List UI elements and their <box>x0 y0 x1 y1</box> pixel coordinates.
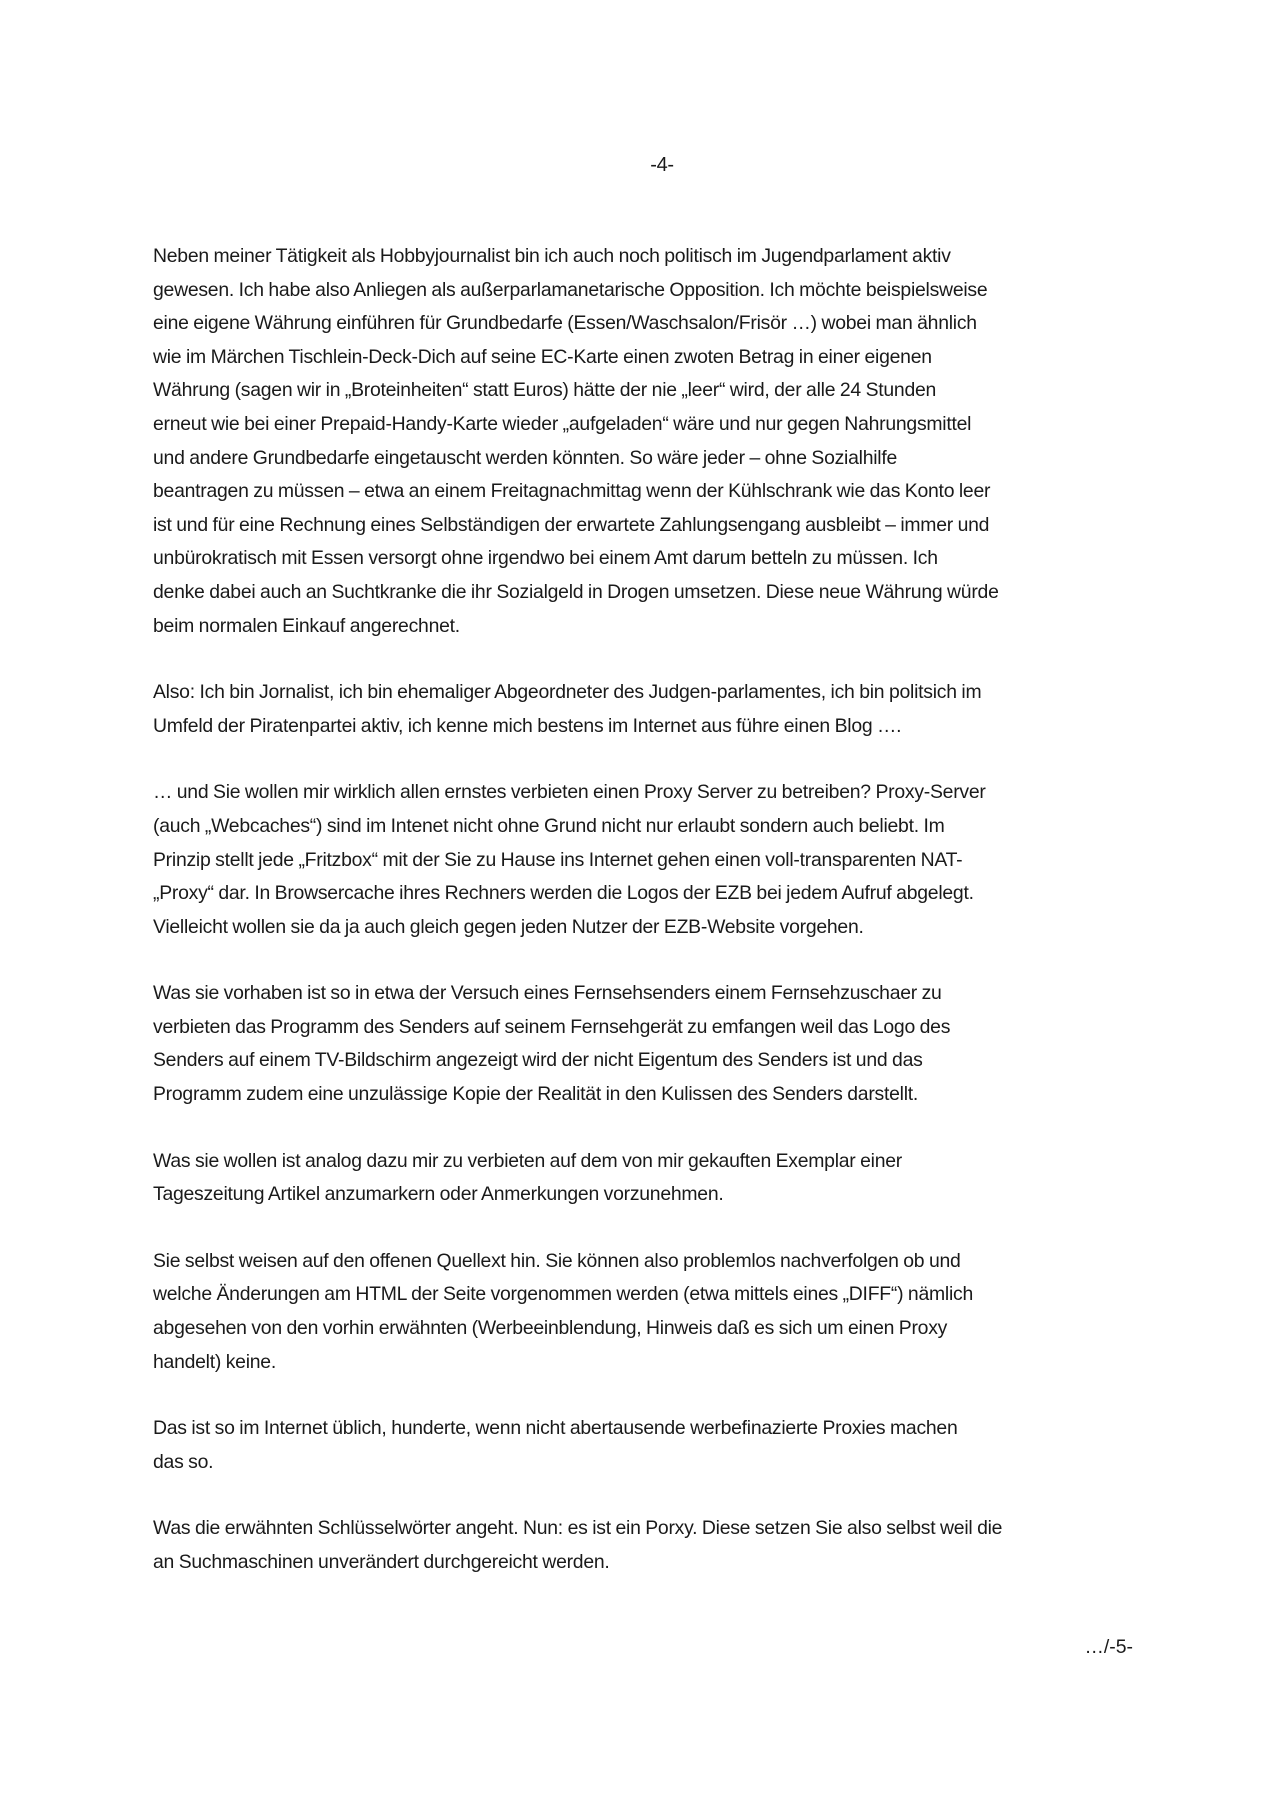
text-line: Senders auf einem TV-Bildschirm angezeigt wird der nicht Eigentum des Senders ist und das <box>153 1049 923 1072</box>
text-line: Neben meiner Tätigkeit als Hobbyjournalist bin ich auch noch politisch im Jugendparlament aktiv <box>153 245 951 267</box>
text-line: Das ist so im Internet üblich, hunderte, wenn nicht abertausende werbefinazierte Proxies machen <box>153 1417 958 1440</box>
paragraph-credentials <box>153 676 1143 743</box>
text-line: ist und für eine Rechnung eines Selbständigen der erwartete Zahlungsengang ausbleibt – immer und <box>153 513 990 536</box>
paragraph-proxy-argument <box>153 776 1143 944</box>
text-line: an Suchmaschinen unverändert durchgereicht werden. <box>153 1551 610 1573</box>
text-line: welche Änderungen am HTML der Seite vorgenommen werden (etwa mittels eines „DIFF“) nämlich <box>153 1283 974 1306</box>
paragraph-tv-analogy <box>153 977 1143 1111</box>
paragraph-newspaper-analogy <box>153 1145 1143 1212</box>
page-continuation-marker: …/-5- <box>1084 1636 1133 1658</box>
text-line: Was sie vorhaben ist so in etwa der Versuch eines Fernsehsenders einem Fernsehzuschaer zu <box>153 982 942 1005</box>
text-line: eine eigene Währung einführen für Grundbedarfe (Essen/Waschsalon/Frisör …) wobei man ähnlich <box>153 312 977 335</box>
text-line: Prinzip stellt jede „Fritzbox“ mit der Sie zu Hause ins Internet gehen einen voll-transparenten NAT- <box>153 848 963 871</box>
text-line: Sie selbst weisen auf den offenen Quellext hin. Sie können also problemlos nachverfolgen ob und <box>153 1249 961 1272</box>
text-line: verbieten das Programm des Senders auf seinem Fernsehgerät zu emfangen weil das Logo des <box>153 1015 951 1038</box>
text-line: Tageszeitung Artikel anzumarkern oder Anmerkungen vorzunehmen. <box>153 1183 724 1206</box>
text-line: und andere Grundbedarfe eingetauscht werden könnten. So wäre jeder – ohne Sozialhilfe <box>153 446 898 469</box>
text-line: (auch „Webcaches“) sind im Intenet nicht ohne Grund nicht nur erlaubt sondern auch beliebt. Im <box>153 814 945 837</box>
text-line: denke dabei auch an Suchtkranke die ihr Sozialgeld in Drogen umsetzen. Diese neue Währung würde <box>153 580 999 603</box>
paragraph-common-practice <box>153 1412 1143 1479</box>
paragraph-currency-proposal <box>153 240 1143 643</box>
paragraph-keywords <box>153 1512 1143 1579</box>
paragraph-source-code <box>153 1245 1143 1379</box>
text-line: handelt) keine. <box>153 1350 276 1373</box>
text-line: wie im Märchen Tischlein-Deck-Dich auf seine EC-Karte einen zwoten Betrag in einer eigenen <box>153 345 932 368</box>
text-line: beantragen zu müssen – etwa an einem Freitagnachmittag wenn der Kühlschrank wie das Konto leer <box>153 480 991 503</box>
letter-body <box>153 240 1143 1613</box>
text-line: Vielleicht wollen sie da ja auch gleich gegen jeden Nutzer der EZB-Website vorgehen. <box>153 915 864 938</box>
text-line: … und Sie wollen mir wirklich allen ernstes verbieten einen Proxy Server zu betreiben? Proxy-Server <box>153 781 986 804</box>
text-line: Was sie wollen ist analog dazu mir zu verbieten auf dem von mir gekauften Exemplar einer <box>153 1149 903 1172</box>
text-line: abgesehen von den vorhin erwähnten (Werbeeinblendung, Hinweis daß es sich um einen Proxy <box>153 1317 948 1340</box>
text-line: Was die erwähnten Schlüsselwörter angeht. Nun: es ist ein Porxy. Diese setzen Sie also selbst weil die <box>153 1517 1003 1540</box>
text-line: unbürokratisch mit Essen versorgt ohne irgendwo bei einem Amt darum betteln zu müssen. Ich <box>153 547 938 570</box>
text-line: Währung (sagen wir in „Broteinheiten“ statt Euros) hätte der nie „leer“ wird, der alle 24 Stunden <box>153 379 937 402</box>
text-line: gewesen. Ich habe also Anliegen als außerparlamanetarische Opposition. Ich möchte beispielsweise <box>153 278 988 301</box>
text-line: erneut wie bei einer Prepaid-Handy-Karte wieder „aufgeladen“ wäre und nur gegen Nahrungsmittel <box>153 412 972 435</box>
text-line: Umfeld der Piratenpartei aktiv, ich kenne mich bestens im Internet aus führe einen Blog …. <box>153 714 902 737</box>
text-line: „Proxy“ dar. In Browsercache ihres Rechners werden die Logos der EZB bei jedem Aufruf abgelegt. <box>153 882 974 905</box>
text-line: das so. <box>153 1450 214 1473</box>
page-number: -4- <box>650 154 674 176</box>
text-line: Also: Ich bin Jornalist, ich bin ehemaliger Abgeordneter des Judgen-parlamentes, ich bin politsich im <box>153 681 982 704</box>
text-line: beim normalen Einkauf angerechnet. <box>153 614 460 637</box>
text-line: Programm zudem eine unzulässige Kopie der Realität in den Kulissen des Senders darstellt. <box>153 1083 919 1106</box>
